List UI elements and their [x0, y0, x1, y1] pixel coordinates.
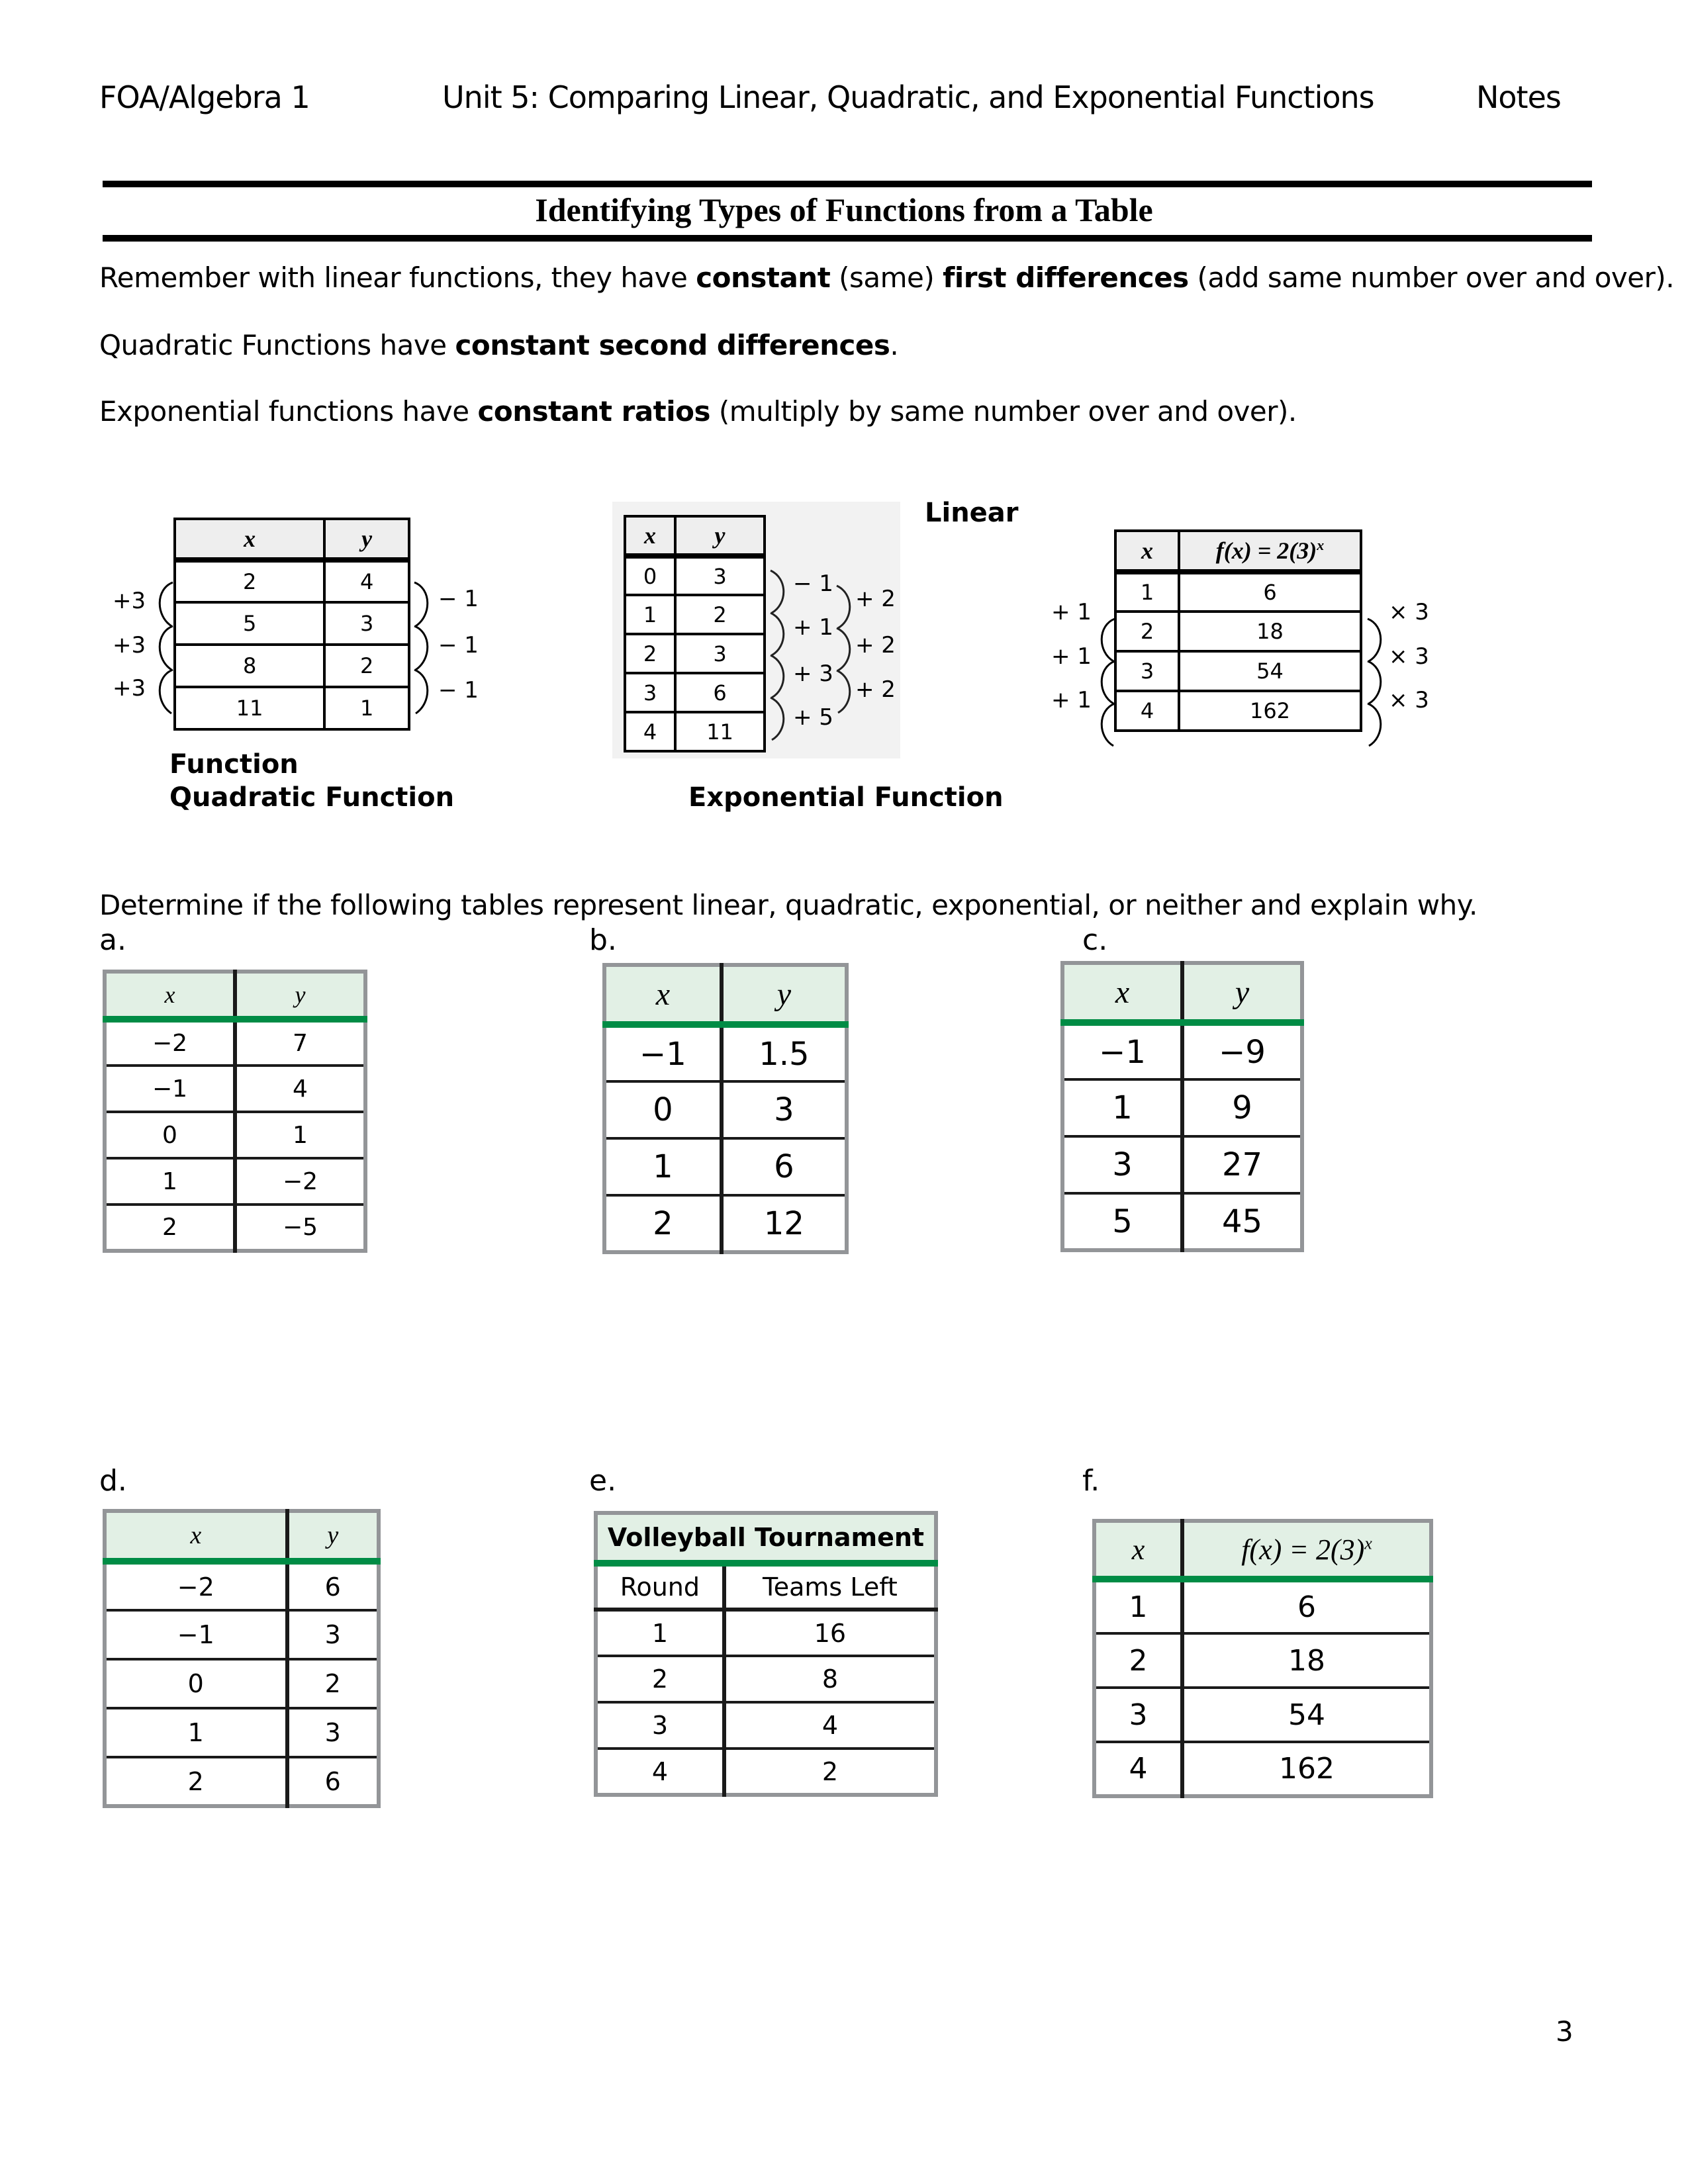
formula-text: f(x) = 2(3)	[1241, 1533, 1365, 1566]
cell: 1	[1115, 572, 1179, 612]
instructions-text: Determine if the following tables represent linear, quadratic, exponential, or neither and explain why.	[99, 889, 1477, 921]
page-title: Identifying Types of Functions from a Table	[535, 191, 1153, 228]
cell: 3	[1094, 1688, 1182, 1742]
cell: 3	[722, 1081, 847, 1138]
cell: −1	[1099, 1033, 1146, 1071]
cell: −2	[177, 1572, 214, 1602]
first-difference: + 1	[793, 614, 833, 641]
cell: 45	[1182, 1193, 1302, 1250]
cell: −1	[639, 1035, 686, 1073]
title-rule-top	[103, 181, 1592, 187]
quadratic-example-table	[624, 515, 766, 752]
cell: 4	[724, 1702, 936, 1749]
exponential-rule-text	[99, 395, 1297, 428]
cell: 3	[675, 634, 765, 673]
cell: 4	[324, 560, 409, 602]
course-label: FOA/Algebra 1	[99, 79, 310, 115]
first-difference: + 3	[793, 660, 833, 687]
problem-f-table	[1092, 1519, 1433, 1798]
quadratic-function-label: Quadratic Function	[169, 782, 455, 813]
bold-term: constant	[696, 261, 831, 294]
doc-type-label: Notes	[1476, 79, 1561, 115]
cell: 2	[105, 1757, 287, 1806]
cell: 1	[105, 1158, 235, 1205]
right-step-arrows-icon	[1365, 619, 1391, 751]
step-annotation: + 1	[1051, 687, 1092, 713]
cell: 5	[175, 602, 324, 645]
cell: 18	[1182, 1633, 1431, 1688]
cell: 1	[105, 1708, 287, 1757]
diff-annotation: − 1	[438, 677, 479, 704]
cell: 54	[1182, 1688, 1431, 1742]
ratio-annotation: × 3	[1389, 599, 1429, 625]
col-header-x: x	[105, 1511, 287, 1561]
problem-letter: d.	[99, 1464, 127, 1498]
problem-d-table	[103, 1509, 381, 1808]
cell: 0	[105, 1659, 287, 1708]
cell: 1.5	[722, 1024, 847, 1081]
col-header-x: x	[625, 516, 675, 556]
cell: 4	[235, 1066, 365, 1112]
cell: 6	[287, 1561, 379, 1610]
ratio-annotation: × 3	[1389, 643, 1429, 670]
cell: 1	[604, 1138, 722, 1195]
col-header-fx	[1179, 531, 1361, 572]
cell: 2	[625, 634, 675, 673]
cell: 2	[105, 1205, 235, 1251]
col-header-y: y	[1182, 963, 1302, 1023]
cell: 3	[324, 602, 409, 645]
cell: 162	[1179, 691, 1361, 731]
cell: 3	[625, 673, 675, 712]
formula-text: f(x) = 2(3)	[1215, 537, 1317, 564]
col-header-round: Round	[620, 1572, 700, 1602]
text: Quadratic Functions have	[99, 329, 455, 361]
problem-letter: e.	[589, 1464, 617, 1498]
linear-rule-text	[99, 261, 1674, 294]
cell: 2	[287, 1659, 379, 1708]
second-difference: + 2	[855, 586, 896, 612]
diff-annotation: − 1	[438, 632, 479, 659]
cell: 18	[1179, 612, 1361, 651]
cell: 2	[1115, 612, 1179, 651]
cell: 1	[235, 1112, 365, 1158]
col-header-x: x	[1094, 1521, 1182, 1579]
formula-exponent: x	[1317, 537, 1325, 553]
col-header-y: y	[287, 1511, 379, 1561]
problem-letter: a.	[99, 923, 126, 957]
cell: 1	[596, 1610, 724, 1656]
cell: 0	[105, 1112, 235, 1158]
diff-annotation: +3	[113, 632, 146, 659]
exponential-example-table	[1114, 529, 1362, 732]
cell: 2	[324, 645, 409, 687]
cell: −5	[235, 1205, 365, 1251]
diff-annotation: +3	[113, 675, 146, 702]
cell: 2	[675, 595, 765, 634]
col-header-x: x	[604, 965, 722, 1024]
text: Remember with linear functions, they have	[99, 261, 696, 294]
cell: 7	[235, 1019, 365, 1066]
cell: 54	[1179, 651, 1361, 691]
first-difference: − 1	[793, 570, 833, 597]
col-header-x: x	[105, 972, 235, 1019]
ratio-annotation: × 3	[1389, 687, 1429, 713]
text: .	[890, 329, 899, 361]
col-header-x: x	[175, 519, 324, 560]
bold-term: constant second differences	[455, 329, 890, 361]
cell: 0	[625, 556, 675, 595]
left-step-arrows-icon	[1091, 619, 1117, 751]
cell: 11	[675, 712, 765, 751]
page-number: 3	[1556, 2015, 1573, 2048]
formula-exponent: x	[1364, 1533, 1372, 1553]
problem-letter: f.	[1082, 1464, 1100, 1498]
col-header-y: y	[324, 519, 409, 560]
cell: 4	[625, 712, 675, 751]
col-header-fx	[1182, 1521, 1431, 1579]
problem-b-table	[602, 963, 849, 1254]
cell: −2	[152, 1030, 188, 1057]
cell: 162	[1182, 1742, 1431, 1796]
cell: −2	[235, 1158, 365, 1205]
first-difference: + 5	[793, 704, 833, 731]
step-annotation: + 1	[1051, 643, 1092, 670]
col-header-y: y	[235, 972, 365, 1019]
cell: 3	[287, 1610, 379, 1659]
cell: 5	[1062, 1193, 1182, 1250]
cell: 0	[604, 1081, 722, 1138]
second-difference: + 2	[855, 676, 896, 703]
cell: −9	[1182, 1023, 1302, 1079]
cell: 9	[1182, 1079, 1302, 1136]
cell: 3	[287, 1708, 379, 1757]
text: (add same number over and over).	[1188, 261, 1675, 294]
cell: 2	[724, 1749, 936, 1795]
cell: 2	[604, 1195, 722, 1252]
cell: 1	[1129, 1590, 1148, 1624]
exponential-function-label: Exponential Function	[688, 782, 1004, 813]
bold-term: first differences	[943, 261, 1189, 294]
problem-letter: b.	[589, 923, 617, 957]
col-header-y: y	[722, 965, 847, 1024]
cell: 16	[724, 1610, 936, 1656]
problem-letter: c.	[1082, 923, 1108, 957]
quadratic-rule-text	[99, 329, 898, 361]
cell: 8	[175, 645, 324, 687]
cell: 3	[1115, 651, 1179, 691]
unit-title: Unit 5: Comparing Linear, Quadratic, and Exponential Functions	[442, 79, 1374, 115]
left-step-arrows-icon	[149, 582, 175, 728]
linear-label: Linear	[925, 498, 1019, 528]
cell: 1	[324, 687, 409, 729]
cell: −1	[105, 1610, 287, 1659]
step-annotation: + 1	[1051, 599, 1092, 625]
diff-annotation: +3	[113, 588, 146, 614]
cell: 4	[1094, 1742, 1182, 1796]
cell: 4	[1115, 691, 1179, 731]
col-header-x: x	[1115, 531, 1179, 572]
col-header-y: y	[675, 516, 765, 556]
cell: 3	[1062, 1136, 1182, 1193]
cell: 2	[596, 1656, 724, 1702]
bold-term: constant ratios	[477, 395, 710, 428]
cell: 1	[1062, 1079, 1182, 1136]
second-difference: + 2	[855, 632, 896, 659]
cell: 11	[175, 687, 324, 729]
cell: 1	[625, 595, 675, 634]
right-step-arrows-icon	[412, 582, 438, 728]
text: Exponential functions have	[99, 395, 478, 428]
cell: 4	[596, 1749, 724, 1795]
cell: 12	[722, 1195, 847, 1252]
cell: 6	[675, 673, 765, 712]
text: (multiply by same number over and over).	[710, 395, 1297, 428]
cell: 6	[1182, 1579, 1431, 1633]
text: (same)	[830, 261, 943, 294]
title-rule-bottom	[103, 235, 1592, 242]
cell: 3	[675, 556, 765, 595]
table-caption: Volleyball Tournament	[596, 1513, 936, 1563]
function-label: Function	[169, 749, 299, 780]
cell: 2	[175, 560, 324, 602]
cell: 3	[596, 1702, 724, 1749]
cell: 6	[722, 1138, 847, 1195]
cell: 6	[287, 1757, 379, 1806]
cell: 27	[1182, 1136, 1302, 1193]
cell: −1	[105, 1066, 235, 1112]
problem-e-table	[594, 1511, 938, 1797]
cell: 2	[1094, 1633, 1182, 1688]
problem-c-table	[1060, 961, 1304, 1252]
col-header-x: x	[1062, 963, 1182, 1023]
col-header-teams-left: Teams Left	[724, 1563, 936, 1610]
cell: 6	[1179, 572, 1361, 612]
problem-a-table	[103, 970, 367, 1253]
cell: 8	[724, 1656, 936, 1702]
diff-annotation: − 1	[438, 586, 479, 612]
linear-example-table	[173, 518, 410, 731]
